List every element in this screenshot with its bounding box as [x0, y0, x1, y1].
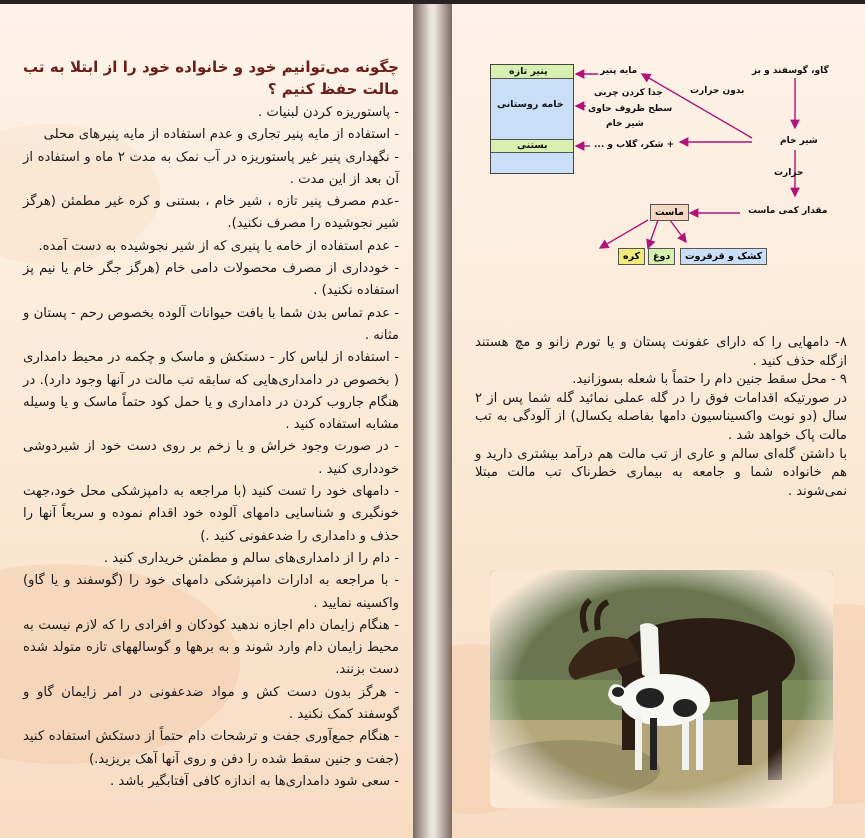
paragraph: - با مراجعه به ادارات دامپزشکی دامهای خود را (گوسفند و یا گاو) واکسینه نمایید . [23, 573, 399, 611]
paragraph: - هنگام زایمان دام اجازه ندهید کودکان و افرادی را که لازم نیست به محیط زایمان دام وارد شوند و به برهها و گوسالههای تازه متولد شده دست بزنند. [23, 617, 399, 678]
fresh-cheese-label: پنیر تازه [509, 66, 548, 77]
paragraph: - پاستوریزه کردن لبنیات . [258, 105, 399, 120]
paragraph: - استفاده از لباس کار - دستکش و ماسک و چکمه در محیط دامداری ( بخصوص در دامداری‌هایی که سابقه تب مالت در آنها وجود دارد). در هنگام جاروب کردن در دامداری و یا حمل کود حتماً ماسک و یا وسیله مشابه استفاده کنید . [23, 350, 399, 433]
paragraph: - هرگز بدون دست کش و مواد ضدعفونی در امر زایمان گاو و گوسفند کمک نکنید . [23, 684, 399, 723]
milk-products-diagram [490, 56, 830, 271]
prevention-text [23, 56, 399, 793]
heat-label: حرارت [774, 168, 804, 178]
paragraph: - دامهای خود را تست کنید (با مراجعه به دامپزشکی محل خود،جهت خونگیری و شناسایی دامهای آلوده خود اقدام نموده و سریعاً آنها را حذف و دامداری را ضدعفونی کنید .) [23, 484, 399, 544]
right-page [452, 4, 865, 838]
dairy-products-box [490, 64, 574, 174]
paragraph: - سعی شود دامداری‌ها به اندازه کافی آفتابگیر باشد . [109, 773, 399, 789]
paragraph: با داشتن گله‌ای سالم و عاری از تب مالت هم درآمد بیشتری دارید و هم خانواده شما و جامعه به بیماری خطرناک تب مالت مبتلا نمی‌شوند . [475, 446, 847, 499]
yogurt-box: ماست [650, 204, 689, 221]
goat-photo [490, 570, 833, 808]
butter-box: کره [618, 248, 645, 265]
paragraph: - نگهداری پنیر غیر پاستوریزه در آب نمک به مدت ۲ ماه و استفاده از آن بعد از این مدت . [23, 149, 400, 187]
sugar-label: + شکر، گلاب و ... [594, 140, 675, 150]
paragraph: ۹ - محل سقط جنین دام را حتماً با شعله بسوزانید. [572, 372, 847, 388]
fat-surface-label: سطح ظروف حاوی [588, 104, 673, 114]
measures-text [475, 334, 847, 501]
ice-cream-label: بستنی [517, 140, 548, 151]
no-heat-label: بدون حرارت [690, 86, 745, 96]
kashk-box: کشک و قرقروت [680, 248, 767, 265]
paragraph: - هنگام جمع‌آوری جفت و ترشحات دام حتماً از دستکش استفاده کنید (جفت و جنین سقط شده را دفن و روی آنها آهک بریزید.) [23, 729, 399, 767]
fat-separation-label: جدا کردن چربی [594, 88, 663, 98]
yogurt-starter-label: مقدار کمی ماست [748, 206, 828, 216]
paragraph: ۸- دامهایی را که دارای عفونت پستان و یا تورم زانو و مچ هستند ازگله حذف کنید . [475, 335, 847, 369]
rennet-label: مایه پنیر [600, 66, 638, 76]
paragraph: -عدم مصرف پنیر تازه ، شیر خام ، بستنی و کره غیر مطمئن (هرگز شیر نجوشیده را مصرف نکنید). [23, 194, 399, 232]
paragraph: - عدم تماس بدن شما با بافت حیوانات آلوده بخصوص رحم - پستان و مثانه . [23, 305, 399, 343]
paragraph: - در صورت وجود خراش و یا زخم بر روی دست خود از شیردوشی خودداری کنید . [23, 439, 399, 477]
left-page [0, 4, 413, 838]
raw-milk-small-label: شیر خام [606, 119, 644, 129]
paragraph: در صورتیکه اقدامات فوق را در گله عملی نمائید گله شما پس از ۲ سال (دو نوبت واکسیناسیون دامها بفاصله یکسال) از آلودگی به تب مالت پاک خواهد شد . [475, 390, 847, 443]
source-animals-label: گاو، گوسفند و بز [752, 66, 829, 76]
book-gutter [413, 4, 452, 838]
prevention-heading: چگونه می‌توانیم خود و خانواده خود را از ابتلا به تب مالت حفظ کنیم ؟ [23, 58, 399, 98]
paragraph: - خودداری از مصرف محصولات دامی خام (هرگز جگر خام یا نیم پز استفاده نکنید) . [23, 261, 399, 299]
paragraph: - دام را از دامداری‌های سالم و مطمئن خریداری کنید . [103, 550, 399, 566]
paragraph: - عدم استفاده از خامه یا پنیری که از شیر نجوشیده به دست آمده. [38, 238, 399, 254]
doogh-box: دوغ [648, 248, 675, 265]
goat-and-kid-image [490, 570, 833, 808]
raw-milk-label: شیر خام [780, 136, 818, 146]
paragraph: - استفاده از مایه پنیر تجاری و عدم استفاده از مایه پنیرهای محلی [43, 127, 399, 143]
village-cream-label: خامه روستانی [497, 99, 564, 110]
